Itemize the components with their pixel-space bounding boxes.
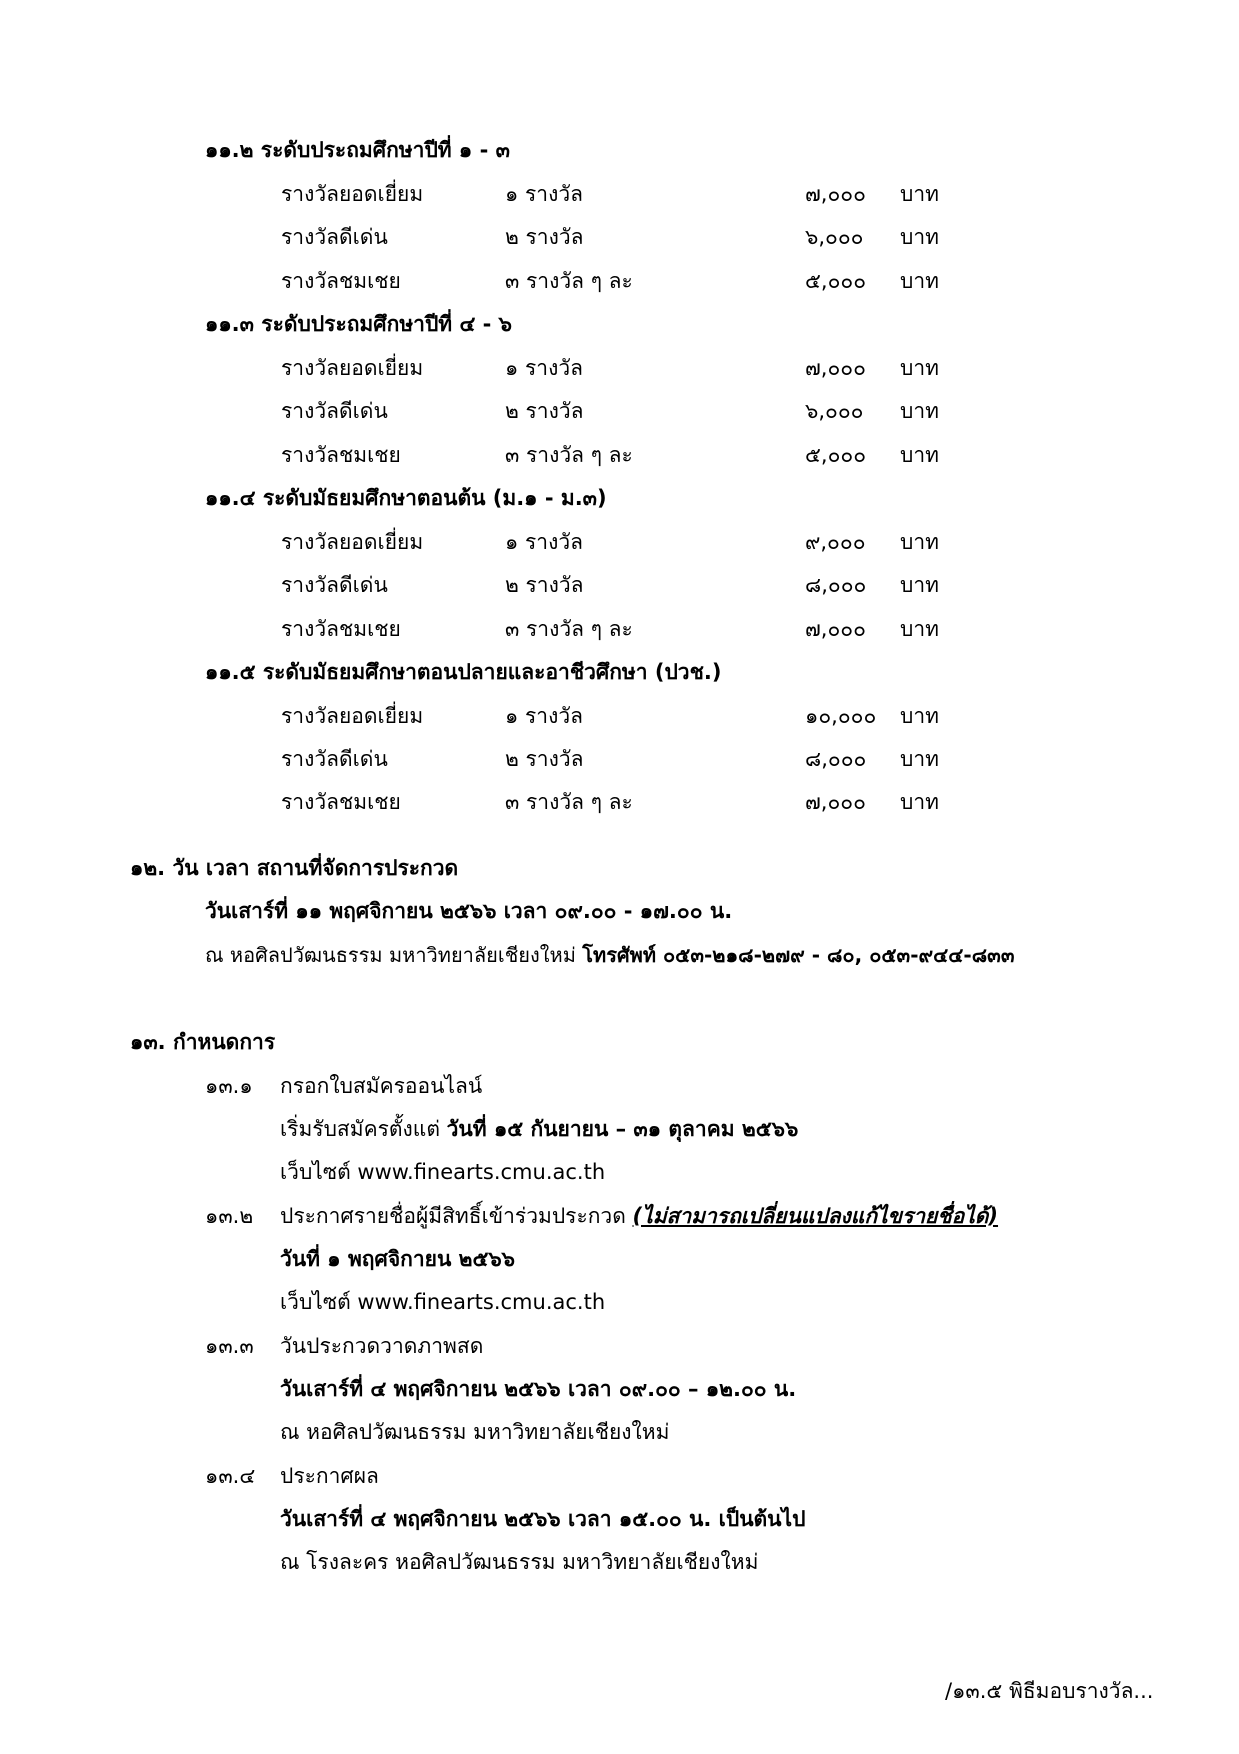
award-name: รางวัลชมเชย bbox=[281, 790, 401, 814]
award-name: รางวัลดีเด่น bbox=[281, 225, 388, 249]
award-amount: ๗,๐๐๐ bbox=[805, 182, 866, 206]
item-number: ๑๓.๑ bbox=[205, 1074, 253, 1098]
event-date: วันเสาร์ที่ ๑๑ พฤศจิกายน ๒๕๖๖ เวลา ๐๙.๐๐ - ๑๗.๐๐ น. bbox=[205, 899, 733, 923]
section-heading: ๑๑.๓ ระดับประถมศึกษาปีที่ ๔ - ๖ bbox=[205, 312, 513, 336]
award-unit: บาท bbox=[900, 747, 939, 771]
contest-date: วันเสาร์ที่ ๔ พฤศจิกายน ๒๕๖๖ เวลา ๐๙.๐๐ – ๑๒.๐๐ น. bbox=[280, 1377, 797, 1401]
registration-dates: วันที่ ๑๕ กันยายน – ๓๑ ตุลาคม ๒๕๖๖ bbox=[446, 1117, 799, 1141]
award-row bbox=[0, 396, 1239, 426]
registration-period bbox=[280, 1114, 798, 1144]
award-row bbox=[0, 614, 1239, 644]
award-count: ๒ รางวัล bbox=[505, 225, 584, 249]
award-count: ๒ รางวัล bbox=[505, 573, 584, 597]
award-row bbox=[0, 701, 1239, 731]
award-amount: ๙,๐๐๐ bbox=[805, 530, 866, 554]
award-row bbox=[0, 787, 1239, 817]
award-name: รางวัลยอดเยี่ยม bbox=[281, 356, 424, 380]
award-name: รางวัลชมเชย bbox=[281, 269, 401, 293]
registration-label: เริ่มรับสมัครตั้งแต่ bbox=[280, 1117, 447, 1141]
venue-text: ณ โรงละคร หอศิลปวัฒนธรรม มหาวิทยาลัยเชียงใหม่ bbox=[280, 1550, 759, 1574]
section-heading: ๑๑.๒ ระดับประถมศึกษาปีที่ ๑ - ๓ bbox=[205, 138, 510, 162]
award-name: รางวัลดีเด่น bbox=[281, 573, 388, 597]
award-row bbox=[0, 570, 1239, 600]
award-name: รางวัลยอดเยี่ยม bbox=[281, 530, 424, 554]
award-row bbox=[0, 179, 1239, 209]
award-unit: บาท bbox=[900, 573, 939, 597]
award-row bbox=[0, 353, 1239, 383]
item-number: ๑๓.๔ bbox=[205, 1464, 256, 1488]
item-title-line bbox=[280, 1201, 998, 1231]
award-name: รางวัลดีเด่น bbox=[281, 747, 388, 771]
award-name: รางวัลชมเชย bbox=[281, 617, 401, 641]
award-unit: บาท bbox=[900, 443, 939, 467]
award-unit: บาท bbox=[900, 790, 939, 814]
award-amount: ๑๐,๐๐๐ bbox=[805, 704, 877, 728]
award-name: รางวัลชมเชย bbox=[281, 443, 401, 467]
award-amount: ๕,๐๐๐ bbox=[805, 269, 867, 293]
award-unit: บาท bbox=[900, 225, 939, 249]
award-amount: ๖,๐๐๐ bbox=[805, 399, 864, 423]
item-title: กรอกใบสมัครออนไลน์ bbox=[280, 1074, 483, 1098]
award-count: ๑ รางวัล bbox=[505, 182, 583, 206]
award-count: ๒ รางวัล bbox=[505, 747, 584, 771]
award-count: ๓ รางวัล ๆ ละ bbox=[505, 617, 633, 641]
award-count: ๓ รางวัล ๆ ละ bbox=[505, 443, 633, 467]
phone-text: โทรศัพท์ ๐๕๓-๒๑๘-๒๗๙ - ๘๐, ๐๕๓-๙๔๔-๘๓๓ bbox=[582, 943, 1015, 967]
award-name: รางวัลดีเด่น bbox=[281, 399, 388, 423]
award-amount: ๖,๐๐๐ bbox=[805, 225, 864, 249]
website-text: เว็บไซต์ www.finearts.cmu.ac.th bbox=[280, 1160, 606, 1184]
venue-text: ณ หอศิลปวัฒนธรรม มหาวิทยาลัยเชียงใหม่ bbox=[280, 1420, 670, 1444]
award-amount: ๗,๐๐๐ bbox=[805, 356, 866, 380]
award-unit: บาท bbox=[900, 617, 939, 641]
award-row bbox=[0, 222, 1239, 252]
award-amount: ๘,๐๐๐ bbox=[805, 573, 867, 597]
award-unit: บาท bbox=[900, 182, 939, 206]
award-count: ๒ รางวัล bbox=[505, 399, 584, 423]
item-title: ประกาศรายชื่อผู้มีสิทธิ์เข้าร่วมประกวด bbox=[280, 1204, 633, 1228]
award-unit: บาท bbox=[900, 356, 939, 380]
announce-date: วันที่ ๑ พฤศจิกายน ๒๕๖๖ bbox=[280, 1247, 516, 1271]
item-title: ประกาศผล bbox=[280, 1464, 379, 1488]
item-number: ๑๓.๒ bbox=[205, 1204, 254, 1228]
page-continuation: /๑๓.๕ พิธีมอบรางวัล... bbox=[945, 1679, 1154, 1703]
website-text: เว็บไซต์ www.finearts.cmu.ac.th bbox=[280, 1290, 606, 1314]
award-row bbox=[0, 744, 1239, 774]
item-note: (ไม่สามารถเปลี่ยนแปลงแก้ไขรายชื่อได้) bbox=[632, 1204, 999, 1228]
award-amount: ๘,๐๐๐ bbox=[805, 747, 867, 771]
award-count: ๑ รางวัล bbox=[505, 704, 583, 728]
item-number: ๑๓.๓ bbox=[205, 1334, 254, 1358]
section-heading: ๑๓. กำหนดการ bbox=[130, 1030, 276, 1054]
venue-text: ณ หอศิลปวัฒนธรรม มหาวิทยาลัยเชียงใหม่ bbox=[205, 943, 583, 967]
result-date: วันเสาร์ที่ ๔ พฤศจิกายน ๒๕๖๖ เวลา ๑๕.๐๐ น. เป็นต้นไป bbox=[280, 1507, 806, 1531]
award-unit: บาท bbox=[900, 530, 939, 554]
award-row bbox=[0, 527, 1239, 557]
award-row bbox=[0, 266, 1239, 296]
award-amount: ๗,๐๐๐ bbox=[805, 617, 866, 641]
section-heading: ๑๑.๔ ระดับมัธยมศึกษาตอนต้น (ม.๑ - ม.๓) bbox=[205, 486, 607, 510]
section-heading: ๑๒. วัน เวลา สถานที่จัดการประกวด bbox=[130, 856, 459, 880]
award-name: รางวัลยอดเยี่ยม bbox=[281, 182, 424, 206]
award-count: ๓ รางวัล ๆ ละ bbox=[505, 269, 633, 293]
section-heading: ๑๑.๕ ระดับมัธยมศึกษาตอนปลายและอาชีวศึกษา (ปวช.) bbox=[205, 660, 722, 684]
award-name: รางวัลยอดเยี่ยม bbox=[281, 704, 424, 728]
award-row bbox=[0, 440, 1239, 470]
award-count: ๓ รางวัล ๆ ละ bbox=[505, 790, 633, 814]
award-count: ๑ รางวัล bbox=[505, 356, 583, 380]
award-amount: ๕,๐๐๐ bbox=[805, 443, 867, 467]
award-unit: บาท bbox=[900, 704, 939, 728]
venue-line bbox=[205, 940, 1015, 970]
award-count: ๑ รางวัล bbox=[505, 530, 583, 554]
item-title: วันประกวดวาดภาพสด bbox=[280, 1334, 484, 1358]
award-unit: บาท bbox=[900, 269, 939, 293]
award-unit: บาท bbox=[900, 399, 939, 423]
award-amount: ๗,๐๐๐ bbox=[805, 790, 866, 814]
